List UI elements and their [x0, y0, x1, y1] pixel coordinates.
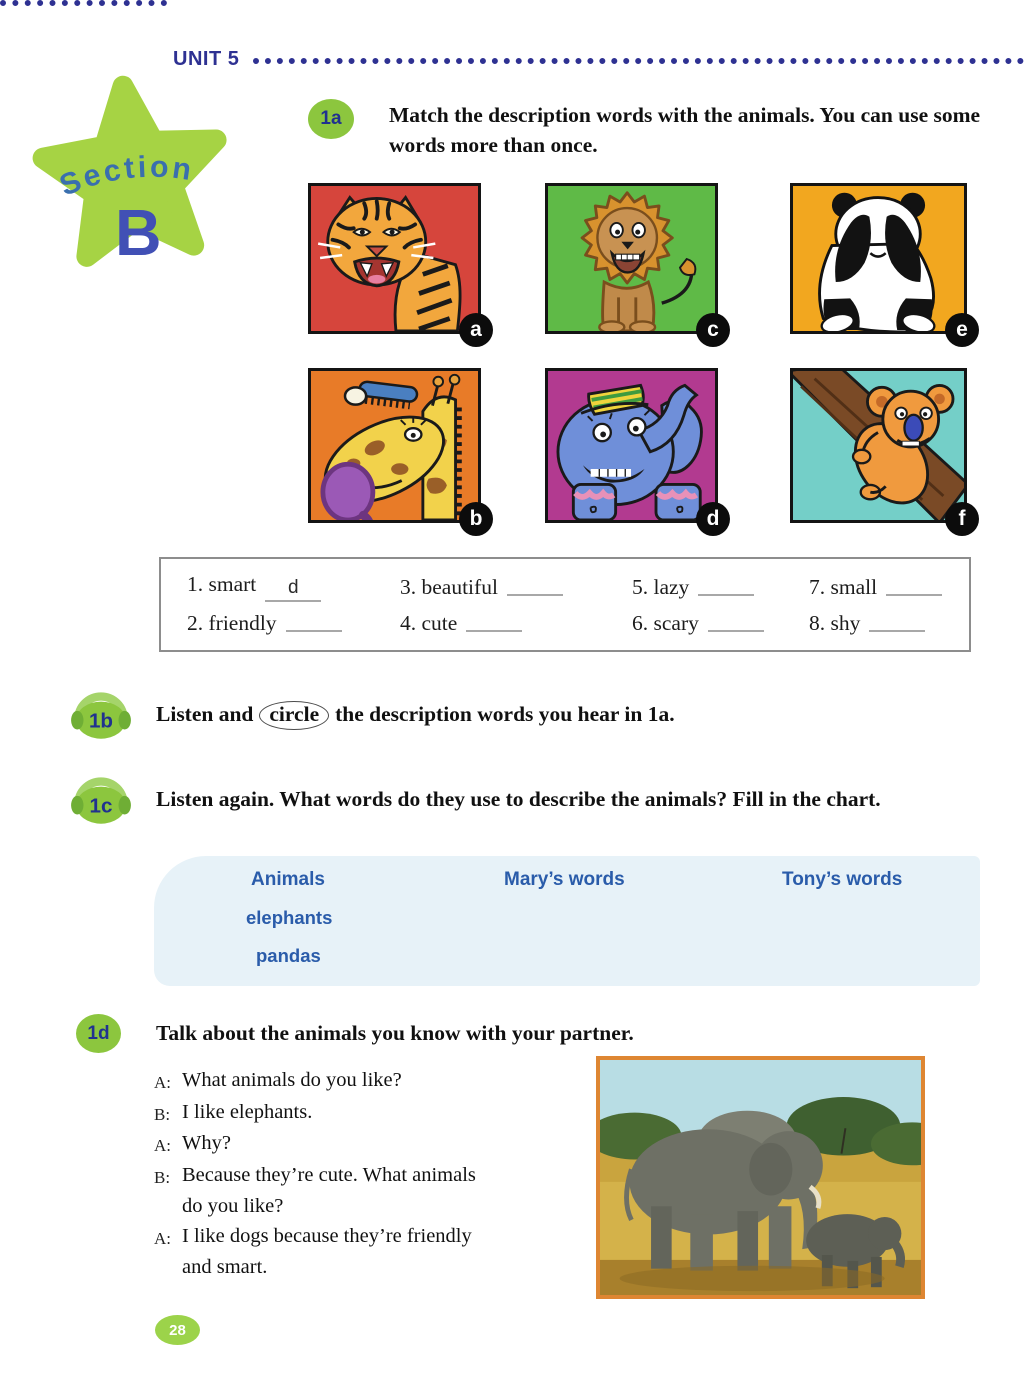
- animal-card-panda: [790, 183, 968, 341]
- word-item-7: 7. small: [809, 572, 969, 608]
- panda-illustration: [793, 186, 964, 331]
- animal-card-tiger: [308, 183, 482, 341]
- chart-header-animals: Animals: [251, 869, 325, 890]
- svg-text:1b: 1b: [88, 709, 114, 733]
- section-word: Section: [55, 150, 197, 203]
- answer-blank-8: [869, 608, 925, 632]
- dialogue: [154, 1066, 594, 1283]
- answer-blank-5: [698, 572, 754, 596]
- dialogue-line: A: What animals do you like?: [154, 1069, 402, 1092]
- elephants-photo: [596, 1056, 925, 1299]
- elephant-illustration: [548, 371, 715, 520]
- animal-card-elephant: [545, 368, 720, 530]
- headphones-icon: [68, 688, 134, 742]
- chart-row-pandas: pandas: [256, 945, 321, 966]
- answer-blank-2: [286, 608, 342, 632]
- answer-blank-3: [507, 572, 563, 596]
- dotted-rule-left: [0, 0, 167, 6]
- animal-card-giraffe: [308, 368, 483, 530]
- koala-illustration: [793, 371, 964, 520]
- page-number-badge: 28: [155, 1315, 200, 1345]
- animal-card-koala: [790, 368, 967, 530]
- circled-word: circle: [259, 701, 329, 730]
- dialogue-line: B: I like elephants.: [154, 1100, 313, 1124]
- elephant-family-image: [600, 1060, 921, 1295]
- answer-blank-1: d: [265, 578, 321, 602]
- answer-blank-6: [708, 608, 764, 632]
- card-letter-b: b: [459, 502, 493, 536]
- task-1b-badge: [68, 688, 134, 742]
- svg-text:1c: 1c: [89, 794, 113, 818]
- headphones-icon: [68, 773, 134, 827]
- word-item-6: 6. scary: [632, 608, 809, 644]
- card-letter-c: c: [696, 313, 730, 347]
- card-letter-d: d: [696, 502, 730, 536]
- word-item-4: 4. cute: [400, 608, 632, 644]
- lion-illustration: [548, 186, 715, 331]
- unit-label: UNIT 5: [173, 48, 240, 70]
- answer-blank-4: [466, 608, 522, 632]
- dialogue-line: A: Why?: [154, 1132, 231, 1155]
- card-letter-e: e: [945, 313, 979, 347]
- answer-blank-7: [886, 572, 942, 596]
- star-icon: [26, 68, 238, 276]
- task-1d-badge: 1d: [76, 1014, 121, 1053]
- task-1c-badge: [68, 773, 134, 827]
- dialogue-line: A: I like dogs because they’re friendly: [154, 1224, 472, 1248]
- dialogue-line: do you like?: [182, 1195, 284, 1217]
- chart-row-elephants: elephants: [246, 907, 333, 928]
- dialogue-line: B: Because they’re cute. What animals: [154, 1163, 476, 1187]
- card-letter-f: f: [945, 502, 979, 536]
- task-1c-instruction: Listen again. What words do they use to describe the animals? Fill in the chart.: [156, 787, 881, 811]
- word-item-8: 8. shy: [809, 608, 969, 644]
- tiger-illustration: [311, 186, 478, 331]
- dotted-rule-right: [253, 58, 1024, 64]
- task-1b-instruction: Listen and circle the description words you hear in 1a.: [156, 701, 675, 730]
- dialogue-line: and smart.: [182, 1256, 268, 1278]
- task-1a-instruction: Match the description words with the animals. You can use some words more than once.: [389, 103, 981, 157]
- animal-card-lion: [545, 183, 719, 341]
- word-item-3: 3. beautiful: [400, 572, 632, 608]
- giraffe-illustration: [311, 371, 478, 520]
- card-letter-a: a: [459, 313, 493, 347]
- chart-header-tonys-words: Tony’s words: [782, 869, 903, 890]
- word-list-box: [159, 557, 971, 652]
- word-item-2: 2. friendly: [187, 608, 400, 644]
- chart-header-marys-words: Mary’s words: [504, 869, 625, 890]
- section-letter: B: [114, 197, 162, 270]
- section-star: [26, 68, 238, 276]
- word-item-5: 5. lazy: [632, 572, 809, 608]
- fill-in-chart: [154, 856, 980, 986]
- task-1a-badge: 1a: [308, 99, 354, 139]
- word-item-1: 1. smart d: [187, 572, 400, 608]
- task-1d-instruction: Talk about the animals you know with your partner.: [156, 1021, 634, 1045]
